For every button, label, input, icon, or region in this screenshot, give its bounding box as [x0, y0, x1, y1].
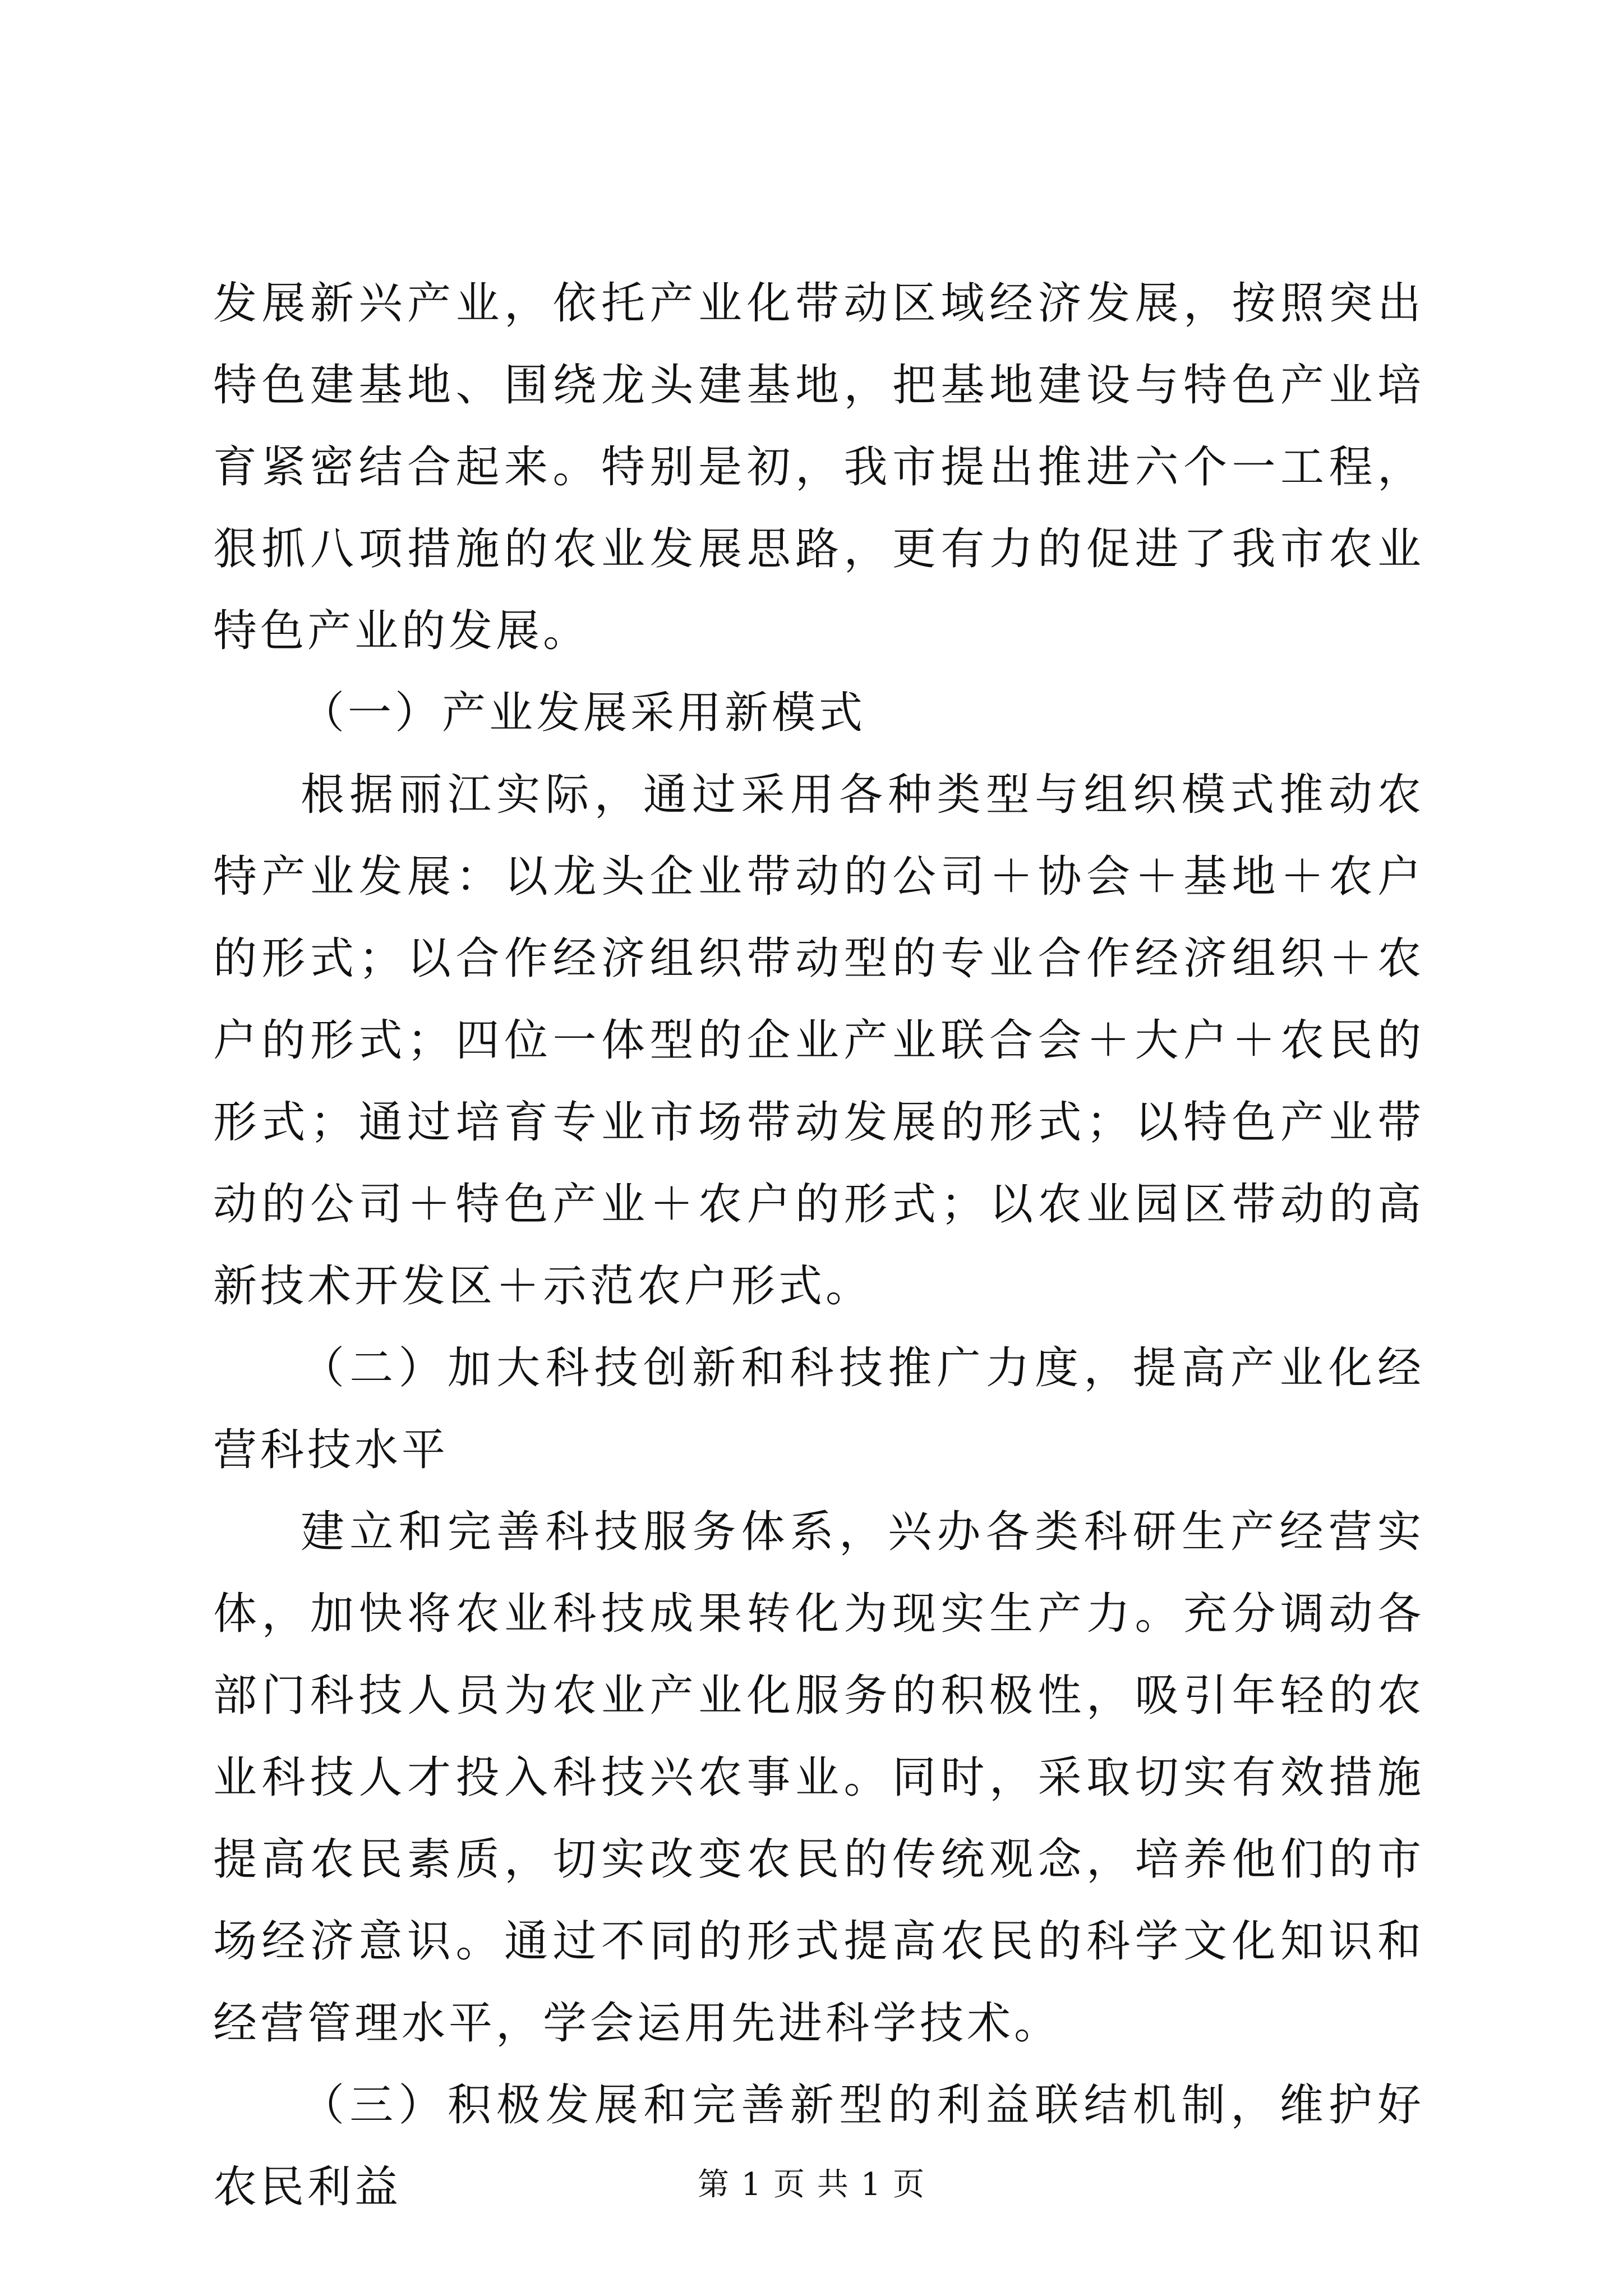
- document-body: [213, 263, 1424, 2228]
- page-footer: 第 1 页 共 1 页: [697, 2166, 926, 2203]
- paragraph-section-1: 根据丽江实际，通过采用各种类型与组织模式推动农特产业发展：以龙头企业带动的公司＋协会＋基地＋农户的形式；以合作经济组织带动型的专业合作经济组织＋农户的形式；四位一体型的企业产业联合会＋大户＋农民的形式；通过培育专业市场带动发展的形式；以特色产业带动的公司＋特色产业＋农户的形式；以农业园区带动的高新技术开发区＋示范农户形式。: [213, 770, 1424, 1312]
- section-heading-1: （一）产业发展采用新模式: [301, 688, 866, 738]
- paragraph-intro-continuation: 发展新兴产业，依托产业化带动区域经济发展，按照突出特色建基地、围绕龙头建基地，把基地建设与特色产业培育紧密结合起来。特别是初，我市提出推进六个一工程，狠抓八项措施的农业发展思路，更有力的促进了我市农业特色产业的发展。: [213, 278, 1424, 656]
- paragraph-section-2: 建立和完善科技服务体系，兴办各类科研生产经营实体，加快将农业科技成果转化为现实生产力。充分调动各部门科技人员为农业产业化服务的积极性，吸引年轻的农业科技人才投入科技兴农事业。同时，采取切实有效措施提高农民素质，切实改变农民的传统观念，培养他们的市场经济意识。通过不同的形式提高农民的科学文化知识和经营管理水平，学会运用先进科学技术。: [213, 1507, 1424, 2049]
- section-heading-2: （二）加大科技创新和科技推广力度，提高产业化经营科技水平: [213, 1343, 1424, 1475]
- section-heading-3: （三）积极发展和完善新型的利益联结机制，维护好农民利益: [213, 2080, 1424, 2212]
